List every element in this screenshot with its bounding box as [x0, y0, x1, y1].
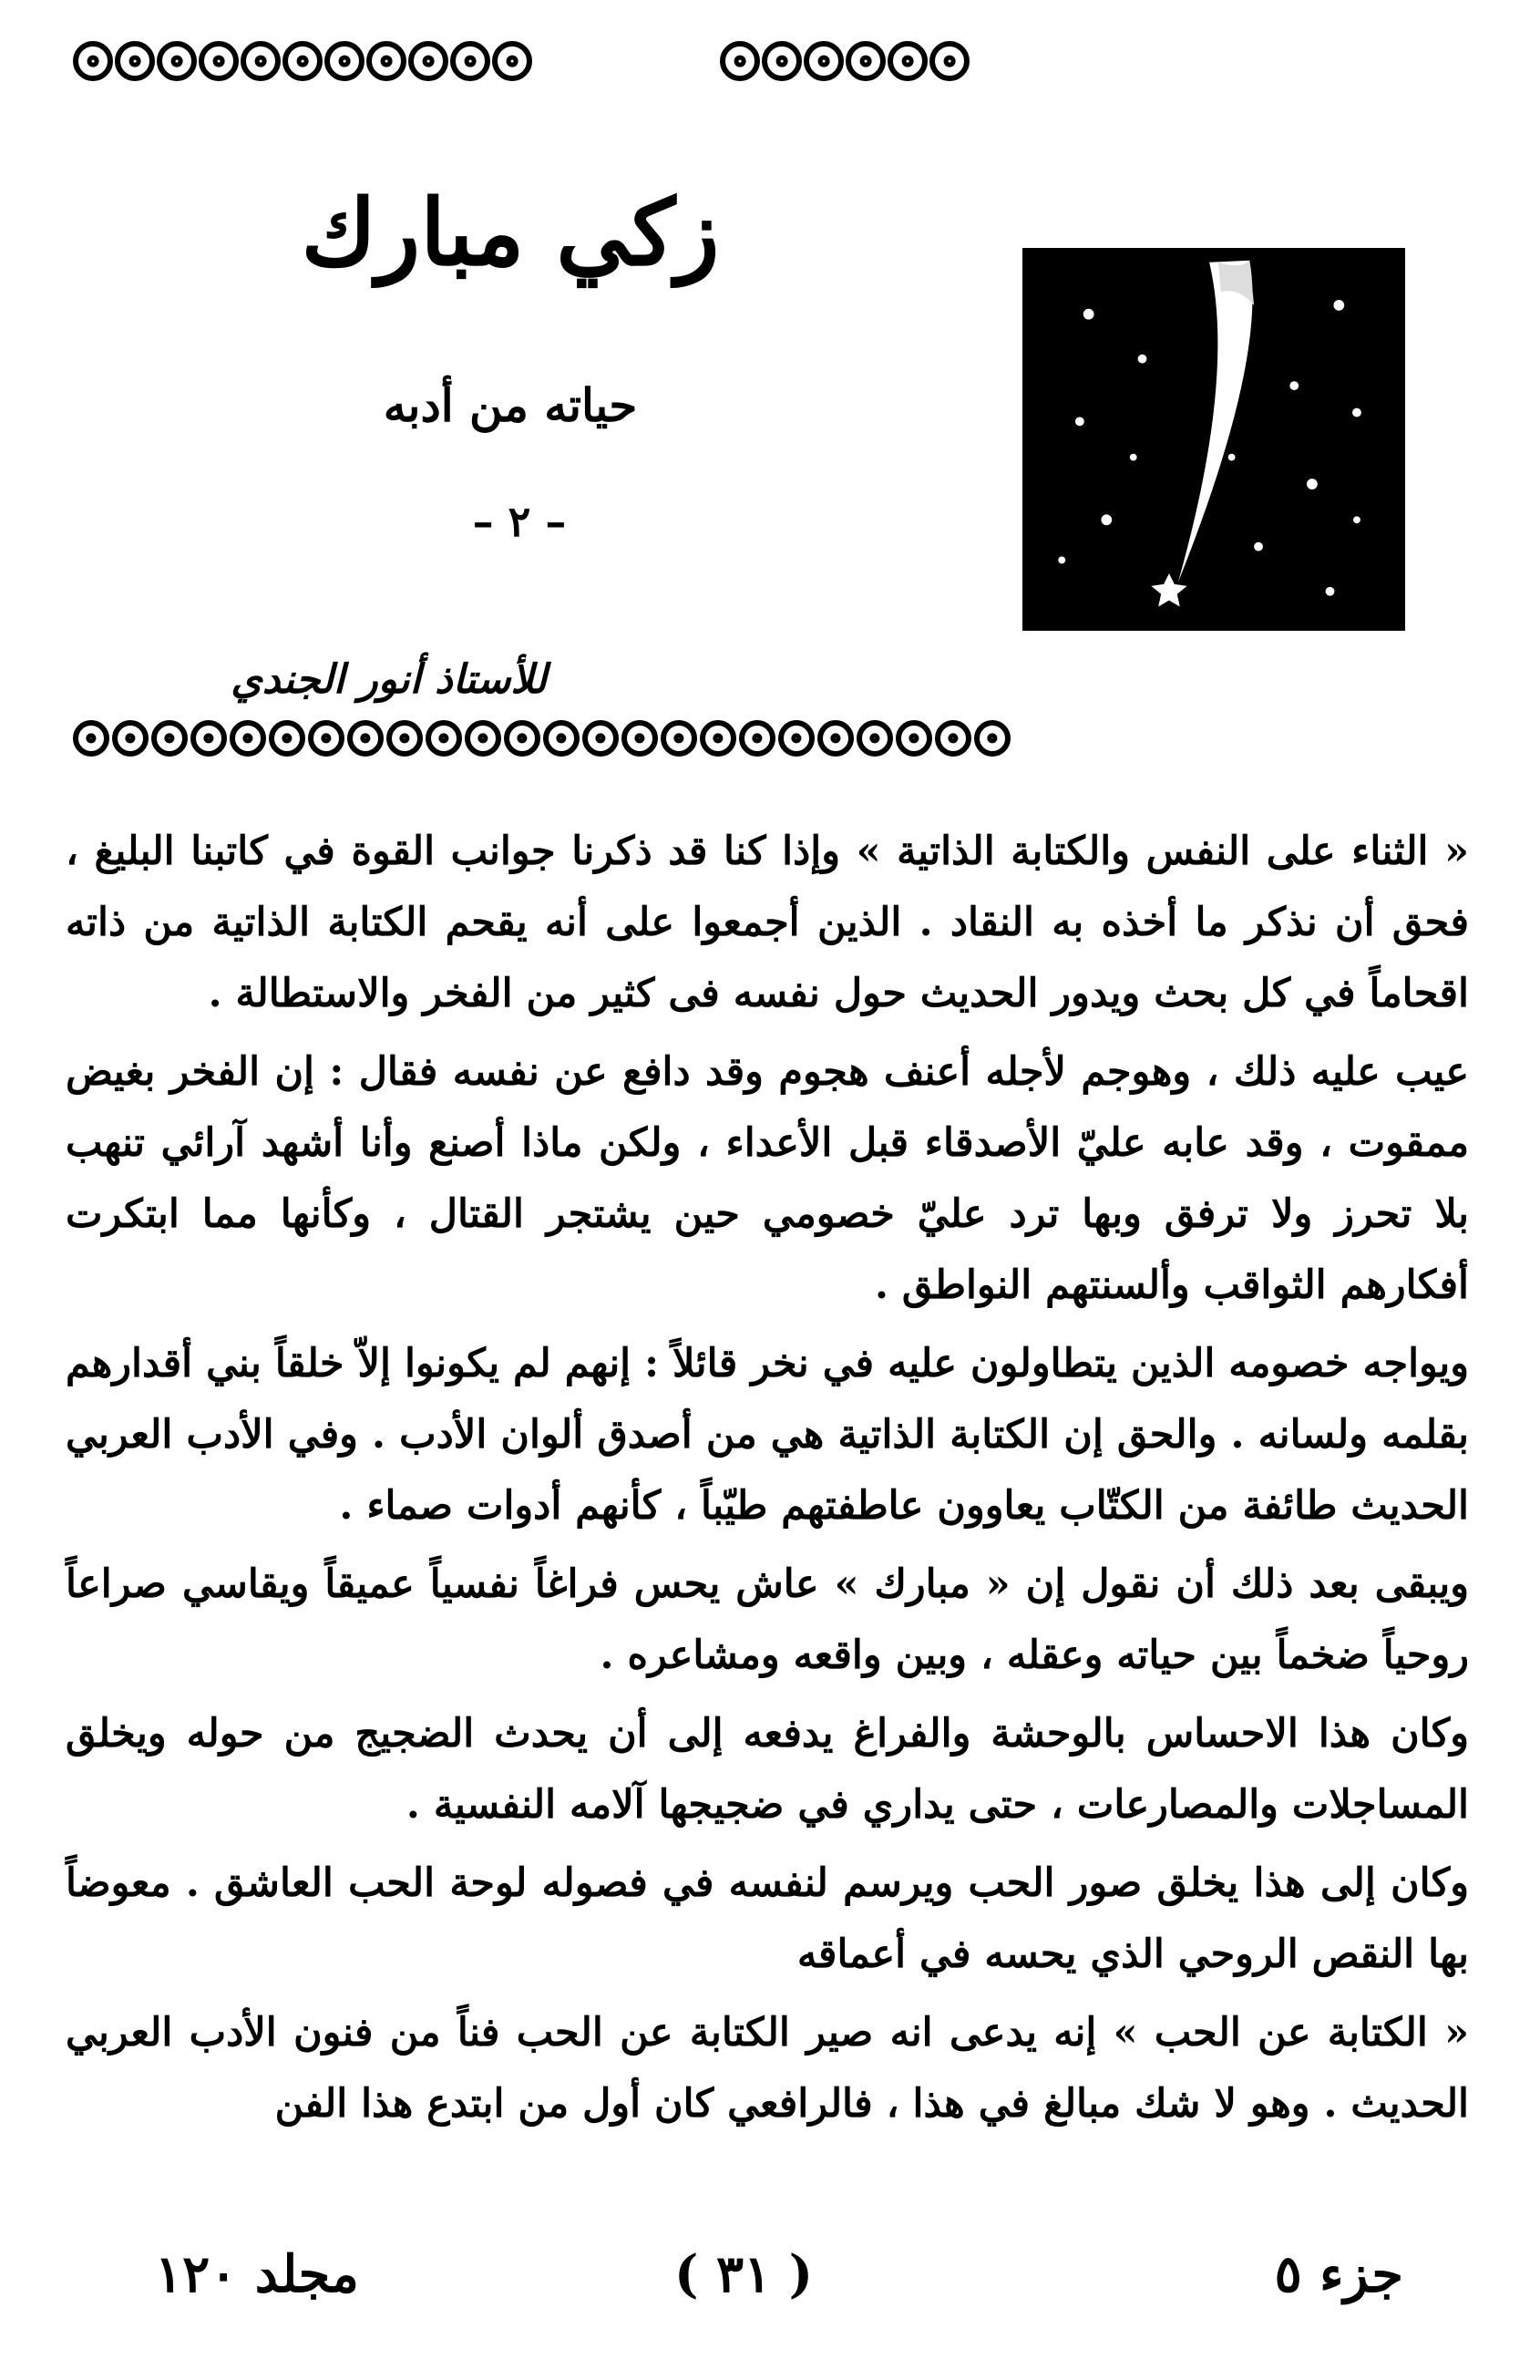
paragraph: وكان إلى هذا يخلق صور الحب ويرسم لنفسه في فصوله لوحة الحب العاشق . معوضاً بها النقص الروحي الذي يحسه في أعماقه [66, 1860, 1469, 1977]
ornament-ring-icon [896, 720, 932, 757]
ornament-ring-icon [817, 720, 854, 757]
ornament-ring-icon [804, 41, 844, 81]
article-subtitle: حياته من أدبه [383, 378, 638, 432]
ornament-ring-icon [700, 720, 736, 757]
shooting-star-icon [1026, 252, 1401, 627]
article-body [66, 816, 1469, 2147]
ornament-ring-icon [974, 720, 1011, 757]
page-number: ( ٣١ ) [674, 2244, 814, 2304]
ornament-ring-icon [347, 720, 384, 757]
ornament-ring-icon [661, 720, 697, 757]
ornament-ring-icon [720, 41, 760, 81]
ornament-ring-icon [151, 720, 188, 757]
issue-number: جزء ٥ [1274, 2244, 1403, 2304]
ornament-row-top-right [720, 41, 971, 81]
ornament-ring-icon [324, 41, 364, 81]
paragraph: ويبقى بعد ذلك أن نقول إن « مبارك » عاش يحس فراغاً نفسياً عميقاً ويقاسي صراعاً روحياً ضخماً بين حياته وعقله ، وبين واقعه ومشاعره . [66, 1561, 1469, 1678]
ornament-ring-icon [366, 41, 406, 81]
ornament-ring-icon [241, 41, 281, 81]
ornament-ring-icon [199, 41, 239, 81]
paragraph: وكان هذا الاحساس بالوحشة والفراغ يدفعه إلى أن يحدث الضجيج من حوله ويخلق المساجلات والمصارعات ، حتى يداري في ضجيجها آلامه النفسية . [66, 1711, 1469, 1828]
ornament-ring-icon [846, 41, 886, 81]
ornament-ring-icon [450, 41, 490, 81]
volume-number: مجلد ١٢٠ [155, 2244, 359, 2304]
author-byline: للأستاذ أنور الجندي [231, 656, 547, 703]
part-number: – ٢ – [472, 497, 567, 546]
ornament-ring-icon [282, 41, 323, 81]
ornament-row-top-left [73, 41, 534, 81]
ornament-ring-icon [73, 41, 113, 81]
ornament-ring-icon [582, 720, 619, 757]
ornament-ring-icon [935, 720, 971, 757]
ornament-ring-icon [269, 720, 305, 757]
ornament-ring-icon [230, 720, 266, 757]
page-footer [82, 2244, 1431, 2317]
ornament-ring-icon [857, 720, 893, 757]
ornament-ring-icon [929, 41, 970, 81]
ornament-ring-icon [112, 720, 149, 757]
ornament-ring-icon [739, 720, 775, 757]
ornament-ring-icon [157, 41, 197, 81]
ornament-ring-icon [308, 720, 344, 757]
ornament-ring-icon [504, 720, 540, 757]
paragraph: « الكتابة عن الحب » إنه يدعى انه صير الكتابة عن الحب فناً من فنون الأدب العربي الحديث . وهو لا شك مبالغ في هذا ، فالرافعي كان أول من ابتدع هذا الفن [66, 2010, 1469, 2127]
ornament-ring-icon [465, 720, 501, 757]
ornament-ring-icon [115, 41, 155, 81]
ornament-ring-icon [621, 720, 658, 757]
ornament-ring-icon [73, 720, 109, 757]
article-title: زكي مبارك [301, 179, 720, 286]
paragraph: ويواجه خصومه الذين يتطاولون عليه في نخر قائلاً : إنهم لم يكونوا إلاّ خلقاً بني أقدارهم بقلمه ولسانه . والحق إن الكتابة الذاتية هي من أصدق ألوان الأدب . وفي الأدب العربي الحديث طائفة من الكتّاب يعاوون عاطفتهم طيّباً ، كأنهم أدوات صماء . [66, 1341, 1469, 1529]
ornament-divider [73, 720, 1013, 757]
ornament-ring-icon [492, 41, 532, 81]
ornament-ring-icon [888, 41, 928, 81]
ornament-ring-icon [386, 720, 423, 757]
ornament-ring-icon [762, 41, 802, 81]
ornament-ring-icon [426, 720, 462, 757]
ornament-ring-icon [408, 41, 448, 81]
paragraph: « الثناء على النفس والكتابة الذاتية » وإذا كنا قد ذكرنا جوانب القوة في كاتبنا البليغ ، فحق أن نذكر ما أخذه به النقاد . الذين أجمعوا على أنه يقحم الكتابة الذاتية من ذاته اقحاماً في كل بحث ويدور الحديث حول نفسه فى كثير من الفخر والاستطالة . [66, 829, 1469, 1016]
ornament-ring-icon [543, 720, 580, 757]
ornament-ring-icon [190, 720, 227, 757]
ornament-ring-icon [778, 720, 815, 757]
paragraph: عيب عليه ذلك ، وهوجم لأجله أعنف هجوم وقد دافع عن نفسه فقال : إن الفخر بغيض ممقوت ، وقد عابه عليّ الأصدقاء قبل الأعداء ، ولكن ماذا أصنع وأنا أشهد آرائي تنهب بلا تحرز ولا ترفق وبها ترد عليّ خصومي حين يشتجر القتال ، وكأنها مما ابتكرت أفكارهم الثواقب وألسنتهم النواطق . [66, 1049, 1469, 1308]
shooting-star-illustration [1022, 248, 1405, 631]
